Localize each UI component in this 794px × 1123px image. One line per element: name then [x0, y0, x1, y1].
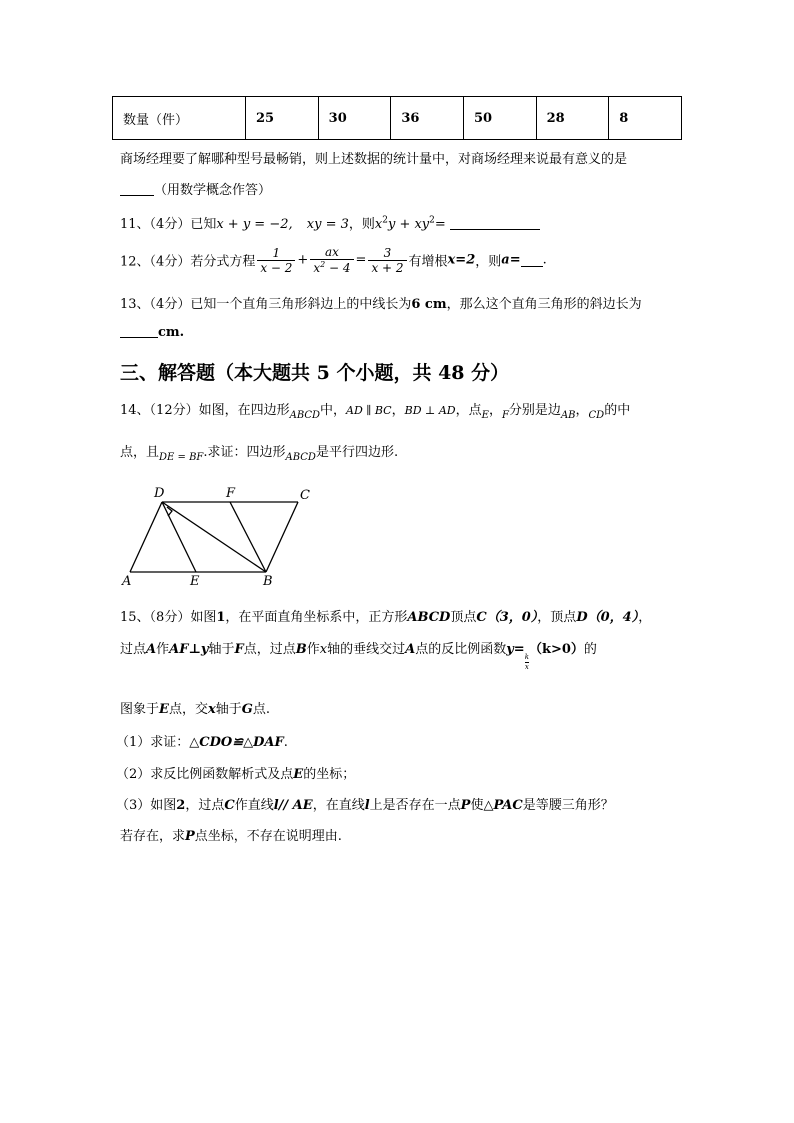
q14-ab: AB: [560, 410, 576, 421]
q15-text: 点，交: [168, 702, 208, 717]
table-cell: 28: [536, 97, 609, 140]
table-row: [113, 97, 682, 140]
fraction-denominator: x + 2: [368, 260, 406, 275]
q14-quad: ABCD: [285, 452, 316, 463]
q15-condition: （k>0）: [528, 642, 584, 657]
q15-part-1: [116, 731, 288, 750]
answer-blank[interactable]: [450, 217, 540, 230]
fraction-numerator: 3: [383, 245, 392, 260]
q10-hint: （用数学概念作答）: [154, 183, 272, 198]
fraction-numerator: ax: [324, 245, 339, 259]
q15-var: △CDO≌△DAF: [189, 735, 284, 750]
q15-text: 轴的垂线交过: [327, 642, 406, 657]
parallelogram-figure: [118, 480, 328, 590]
q14-tail: 的中: [604, 403, 631, 418]
segment-de: [162, 502, 196, 572]
q15-var: E: [159, 702, 169, 717]
q15-part-2: [116, 763, 355, 782]
q11-expr-part: x: [374, 217, 383, 232]
q15-text: ，在平面直角坐标系中，正方形: [225, 610, 408, 625]
q11-label: 11、（4分）已知: [120, 217, 217, 232]
fraction: [257, 246, 295, 275]
q15-line-2: [120, 638, 597, 672]
q15-text: 轴于: [215, 702, 242, 717]
fraction-denominator: $x^2 - 4$: [310, 259, 353, 275]
q15-var: x: [319, 642, 328, 657]
q15-text: 点坐标，不存在说明理由.: [194, 829, 342, 844]
q11-condition-2: xy = 3: [306, 217, 349, 232]
answer-blank[interactable]: [120, 183, 154, 196]
q14-sep: ，: [391, 403, 405, 418]
q15-text: 过点: [120, 642, 147, 657]
q15-var: C: [224, 798, 235, 813]
q13-unit: cm.: [158, 325, 185, 340]
q12: [120, 245, 547, 275]
q13-text-rest: ，那么这个直角三角形的斜边长为: [446, 297, 642, 312]
q12-text: 有增根: [408, 254, 448, 270]
label-e: E: [190, 574, 200, 589]
q15-var: A: [146, 642, 157, 657]
q10-text: [120, 148, 627, 167]
q15-text: 作: [156, 642, 170, 657]
label-c: C: [300, 488, 310, 503]
segment-fb: [230, 502, 266, 572]
q15-text: ，顶点: [537, 610, 577, 625]
q15-square: ABCD: [407, 610, 451, 625]
q13-answer-line: [120, 325, 184, 340]
table-cell: 50: [463, 97, 536, 140]
q11-then: ，则: [348, 217, 375, 232]
q13-value: 6 cm: [411, 297, 447, 312]
q15-line-last: [120, 825, 342, 844]
q15-text: ，: [638, 610, 652, 625]
q15-function: y=: [506, 642, 525, 657]
q15-text: （2）求反比例函数解析式及点: [116, 767, 294, 782]
plus-sign: +: [297, 252, 309, 268]
q14-f: F: [501, 410, 509, 421]
quantity-table: [112, 96, 682, 140]
q13-text: 13、（4分）已知一个直角三角形斜边上的中线长为: [120, 297, 412, 312]
q14-cd: CD: [588, 410, 605, 421]
q15-text: 顶点: [450, 610, 477, 625]
q15-point-c: C（3，0）: [476, 610, 538, 625]
equals-sign: =: [355, 252, 367, 268]
q14-respectively: 分别是边: [508, 403, 561, 418]
q12-end: .: [542, 252, 547, 268]
q14-sep: ，: [488, 403, 502, 418]
q11-expr-part: y + xy: [387, 217, 430, 232]
q12-a: a: [501, 252, 510, 268]
table-cell: 30: [318, 97, 391, 140]
q14-text: 是平行四边形.: [315, 445, 399, 460]
q15-text: 使: [470, 798, 484, 813]
q15-text: 轴于: [208, 642, 235, 657]
q15-text: ，过点: [185, 798, 225, 813]
q15-text: 若存在，求: [120, 829, 186, 844]
q10-answer-line: [120, 179, 271, 198]
table-cell: 25: [246, 97, 319, 140]
fraction-numerator: 1: [272, 245, 281, 260]
fraction: [368, 246, 406, 275]
q14-text: .求证：四边形: [203, 445, 286, 460]
q15-var: E: [293, 767, 304, 782]
q15-fig: 1: [216, 610, 226, 625]
q13: [120, 293, 642, 312]
q11-equals: =: [434, 217, 446, 232]
q14-label: 14、（12分）如图，在四边形: [120, 403, 290, 418]
label-a: A: [122, 574, 132, 589]
q15-text: 点，过点: [243, 642, 296, 657]
q15-text: 点的反比例函数: [415, 642, 507, 657]
q14-line-2: [120, 441, 398, 463]
q15-text: .: [283, 735, 288, 750]
answer-blank[interactable]: [521, 254, 543, 267]
q15-text: 的: [583, 642, 597, 657]
q14-text: 点，且: [120, 445, 160, 460]
q15-point-d: D（0，4）: [576, 610, 639, 625]
fraction-denominator: x − 2: [257, 260, 295, 275]
q15-fig: 2: [176, 798, 186, 813]
q14-point: ，点: [455, 403, 482, 418]
q15-var: x: [207, 702, 216, 717]
q15-label: 15、（8分）如图: [120, 610, 217, 625]
q11: 11、（4分）已知x + y = −2, xy = 3，则$x^2y + xy^2=$: [120, 213, 540, 232]
table-cell: 36: [391, 97, 464, 140]
q15-text: 的坐标；: [303, 767, 356, 782]
label-f: F: [226, 486, 236, 501]
q15-var: B: [295, 642, 307, 657]
q15-text: 上是否存在一点: [369, 798, 461, 813]
q11-condition-1: x + y = −2,: [216, 217, 293, 232]
q15-text: 图象于: [120, 702, 160, 717]
label-b: B: [263, 574, 273, 589]
fraction-denominator: x: [524, 663, 529, 671]
q15-var: F: [234, 642, 244, 657]
q15-var: AF⊥y: [169, 642, 209, 657]
fraction: [310, 245, 353, 275]
q15-text: ，在直线: [312, 798, 365, 813]
denominator-rest: − 4: [325, 261, 351, 275]
section-title: 三、解答题（本大题共 5 个小题，共 48 分）: [120, 362, 510, 384]
edge-cb: [266, 502, 298, 572]
q15-var: P: [185, 829, 195, 844]
q15-var: l// AE: [273, 798, 313, 813]
q12-then: ，则: [475, 254, 502, 270]
q14-mid: 中，: [320, 403, 347, 418]
q15-var: P: [460, 798, 471, 813]
diagonal-db: [162, 502, 266, 572]
q15-text: （1）求证：: [116, 735, 190, 750]
q15-text: 作: [306, 642, 320, 657]
q14-condition-1: AD ∥ BC: [346, 404, 392, 417]
q14-equation: DE = BF: [159, 452, 204, 463]
table-cell: 8: [609, 97, 682, 140]
answer-blank[interactable]: [120, 325, 158, 338]
denominator-var: x: [313, 261, 321, 275]
fraction-numerator: k: [524, 653, 529, 661]
q15-line-3: [120, 698, 270, 717]
q14-line-1: [120, 399, 630, 421]
table-header-cell: 数量（件）: [113, 97, 246, 140]
label-d: D: [154, 486, 165, 501]
q12-label: 12、（4分）若分式方程: [120, 254, 256, 270]
q15-var: A: [405, 642, 416, 657]
q12-aeq: =: [509, 252, 521, 268]
q15-line-1: [120, 606, 651, 625]
q14-quad: ABCD: [289, 410, 321, 421]
q10-statement: 商场经理要了解哪种型号最畅销，则上述数据的统计量中，对商场经理来说最有意义的是: [120, 152, 628, 167]
q12-root: x=2: [447, 252, 476, 268]
q15-text: （3）如图: [116, 798, 177, 813]
q15-part-3: [116, 794, 614, 813]
q15-text: 作直线: [234, 798, 274, 813]
q15-var: l: [364, 798, 370, 813]
q15-var: △PAC: [483, 798, 523, 813]
q15-text: 点.: [252, 702, 270, 717]
q14-e: E: [481, 410, 489, 421]
edge-ad: [130, 502, 162, 572]
q14-condition-2: BD ⊥ AD: [404, 404, 456, 417]
q15-text: 是等腰三角形？: [522, 798, 614, 813]
q14-sep: ，: [575, 403, 589, 418]
q15-var: G: [241, 702, 253, 717]
